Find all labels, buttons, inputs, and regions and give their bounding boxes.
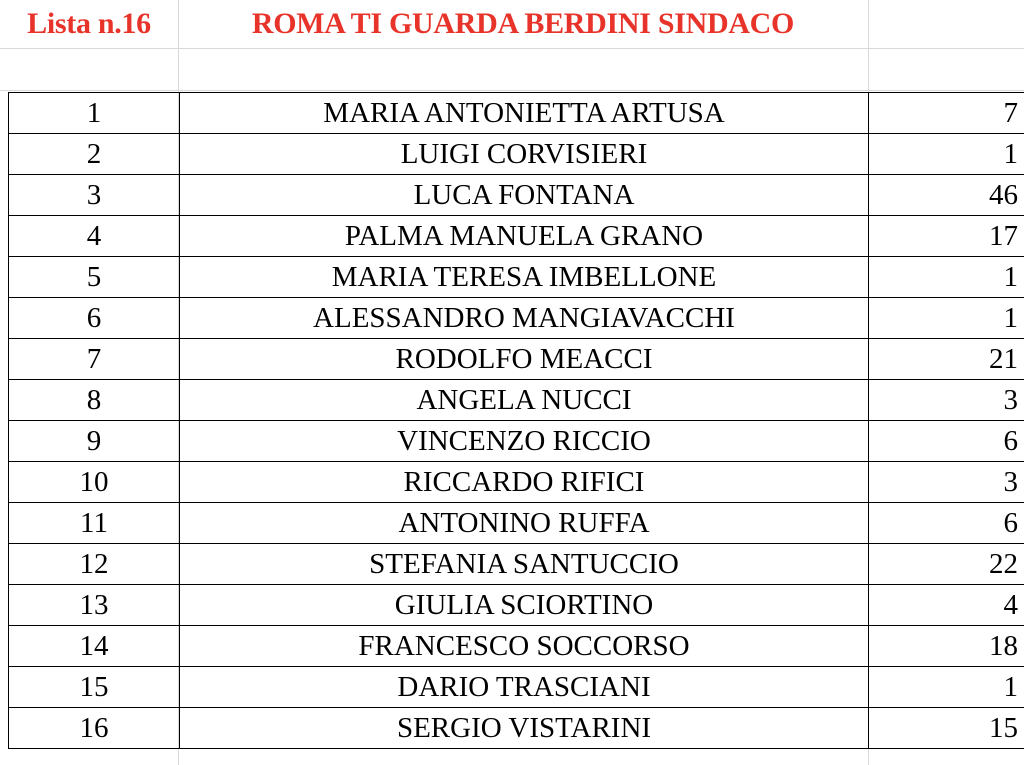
candidate-name-cell[interactable]: LUCA FONTANA: [180, 175, 869, 216]
candidate-number-cell[interactable]: 1: [9, 93, 180, 134]
table-row: [9, 216, 1024, 257]
list-number-label[interactable]: Lista n.16: [27, 7, 151, 40]
table-row: [9, 175, 1024, 216]
candidate-votes-cell[interactable]: 3: [869, 462, 1024, 503]
candidate-name-cell[interactable]: STEFANIA SANTUCCIO: [180, 544, 869, 585]
candidate-votes-cell[interactable]: 6: [869, 421, 1024, 462]
table-row: [9, 93, 1024, 134]
table-row: [9, 257, 1024, 298]
candidate-name-cell[interactable]: RODOLFO MEACCI: [180, 339, 869, 380]
candidate-name-cell[interactable]: ALESSANDRO MANGIAVACCHI: [180, 298, 869, 339]
candidate-votes-cell[interactable]: 18: [869, 626, 1024, 667]
candidate-votes-cell[interactable]: 15: [869, 708, 1024, 749]
table-row: [9, 544, 1024, 585]
candidate-name-cell[interactable]: MARIA TERESA IMBELLONE: [180, 257, 869, 298]
table-row: [9, 298, 1024, 339]
candidate-number-cell[interactable]: 2: [9, 134, 180, 175]
candidate-name-cell[interactable]: GIULIA SCIORTINO: [180, 585, 869, 626]
table-row: [9, 585, 1024, 626]
candidate-name-cell[interactable]: PALMA MANUELA GRANO: [180, 216, 869, 257]
gridline: [0, 48, 1024, 49]
candidate-votes-cell[interactable]: 21: [869, 339, 1024, 380]
candidate-number-cell[interactable]: 14: [9, 626, 180, 667]
table-row: [9, 462, 1024, 503]
candidate-number-cell[interactable]: 11: [9, 503, 180, 544]
candidate-votes-cell[interactable]: 17: [869, 216, 1024, 257]
candidate-name-cell[interactable]: DARIO TRASCIANI: [180, 667, 869, 708]
candidate-votes-cell[interactable]: 1: [869, 134, 1024, 175]
table-row: [9, 134, 1024, 175]
candidate-name-cell[interactable]: SERGIO VISTARINI: [180, 708, 869, 749]
table-row: [9, 708, 1024, 749]
candidate-number-cell[interactable]: 12: [9, 544, 180, 585]
candidates-table: [8, 92, 1024, 749]
candidate-name-cell[interactable]: VINCENZO RICCIO: [180, 421, 869, 462]
candidate-number-cell[interactable]: 15: [9, 667, 180, 708]
candidate-votes-cell[interactable]: 6: [869, 503, 1024, 544]
candidate-number-cell[interactable]: 10: [9, 462, 180, 503]
candidate-name-cell[interactable]: ANGELA NUCCI: [180, 380, 869, 421]
candidate-number-cell[interactable]: 6: [9, 298, 180, 339]
table-row: [9, 339, 1024, 380]
candidate-votes-cell[interactable]: 1: [869, 667, 1024, 708]
candidate-votes-cell[interactable]: 22: [869, 544, 1024, 585]
table-row: [9, 667, 1024, 708]
list-title[interactable]: ROMA TI GUARDA BERDINI SINDACO: [251, 7, 795, 40]
candidate-votes-cell[interactable]: 7: [869, 93, 1024, 134]
candidate-number-cell[interactable]: 4: [9, 216, 180, 257]
gridline: [0, 90, 1024, 91]
candidate-number-cell[interactable]: 8: [9, 380, 180, 421]
candidate-votes-cell[interactable]: 3: [869, 380, 1024, 421]
candidate-number-cell[interactable]: 16: [9, 708, 180, 749]
candidate-votes-cell[interactable]: 46: [869, 175, 1024, 216]
candidate-name-cell[interactable]: MARIA ANTONIETTA ARTUSA: [180, 93, 869, 134]
table-row: [9, 503, 1024, 544]
candidate-name-cell[interactable]: LUIGI CORVISIERI: [180, 134, 869, 175]
candidate-number-cell[interactable]: 5: [9, 257, 180, 298]
table-row: [9, 380, 1024, 421]
candidate-votes-cell[interactable]: 4: [869, 585, 1024, 626]
candidate-name-cell[interactable]: RICCARDO RIFICI: [180, 462, 869, 503]
candidate-votes-cell[interactable]: 1: [869, 298, 1024, 339]
table-row: [9, 421, 1024, 462]
candidate-number-cell[interactable]: 7: [9, 339, 180, 380]
table-row: [9, 626, 1024, 667]
candidate-votes-cell[interactable]: 1: [869, 257, 1024, 298]
candidate-number-cell[interactable]: 13: [9, 585, 180, 626]
candidate-name-cell[interactable]: ANTONINO RUFFA: [180, 503, 869, 544]
candidate-number-cell[interactable]: 9: [9, 421, 180, 462]
candidate-name-cell[interactable]: FRANCESCO SOCCORSO: [180, 626, 869, 667]
candidate-number-cell[interactable]: 3: [9, 175, 180, 216]
